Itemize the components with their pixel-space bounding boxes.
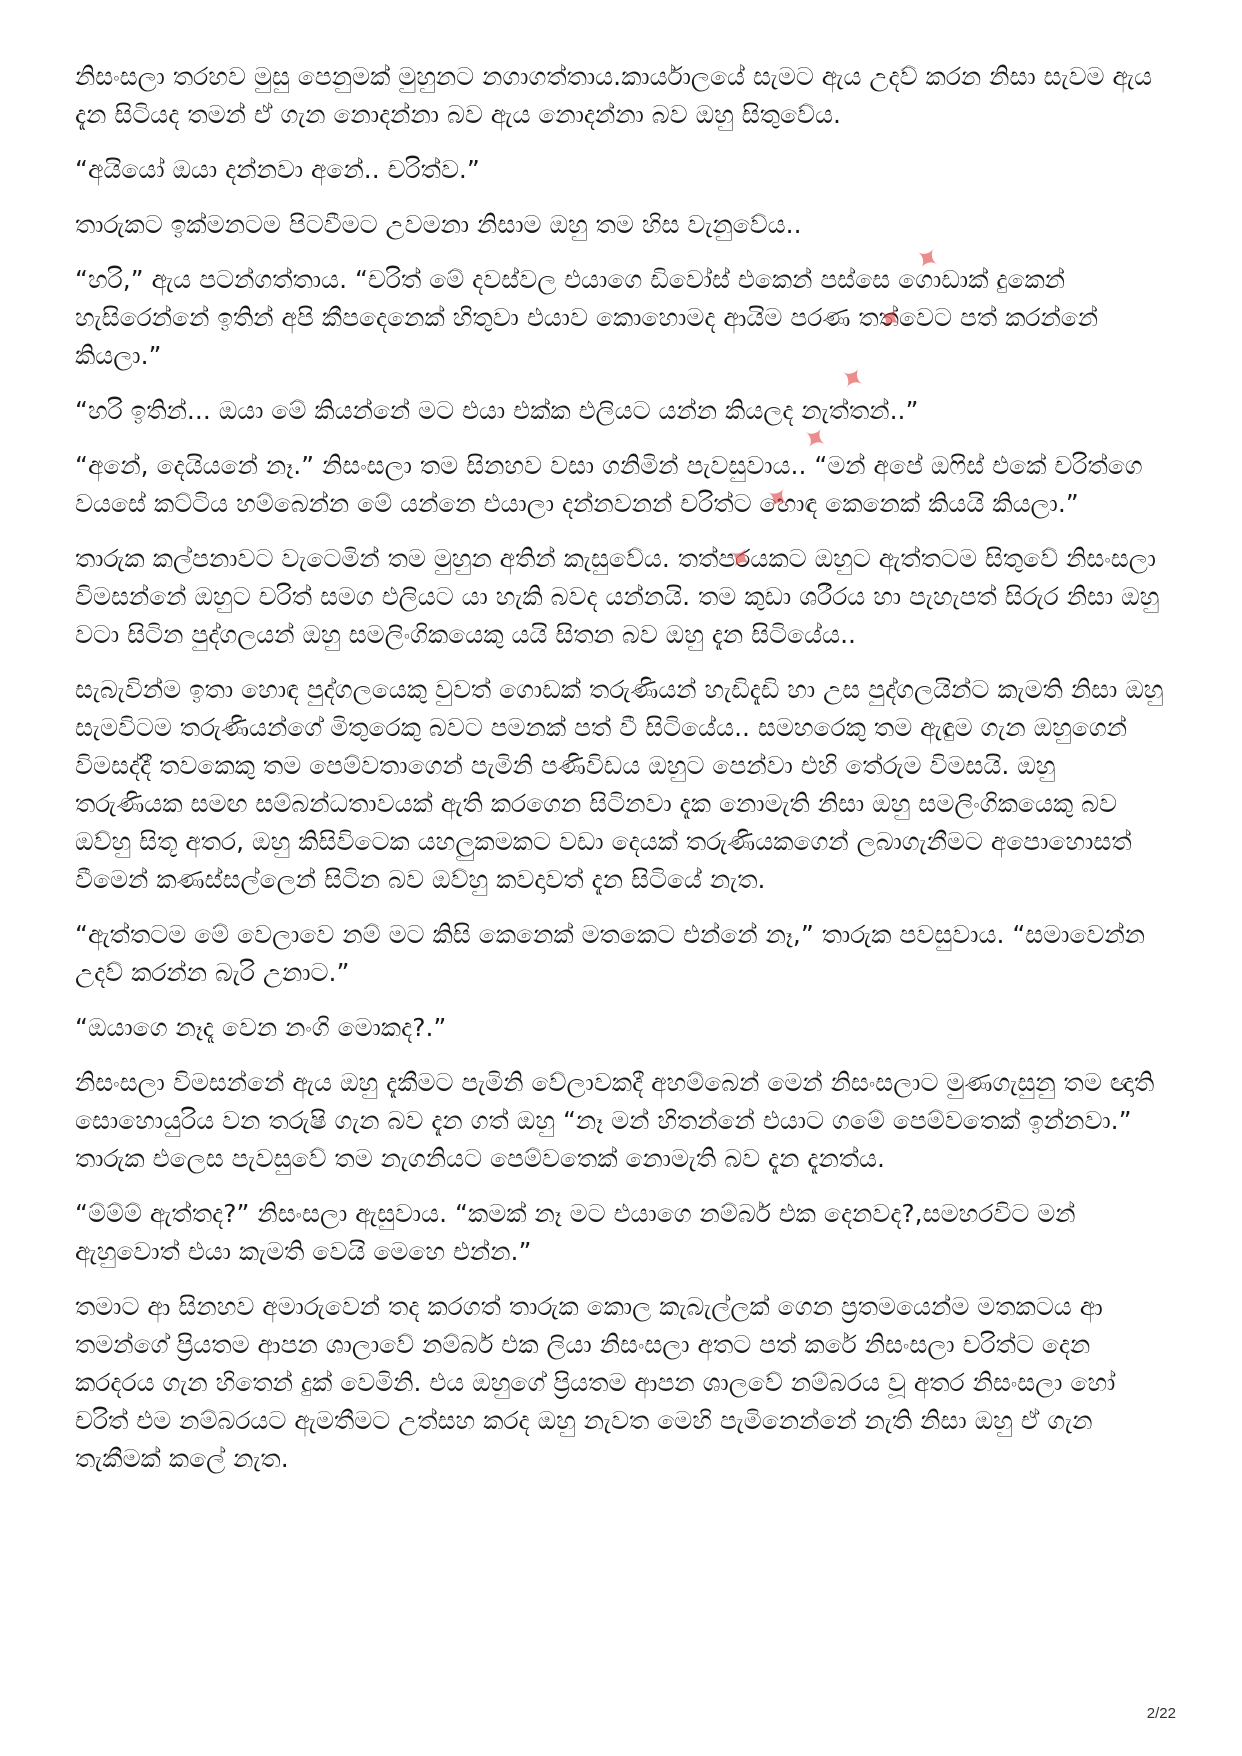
paragraph: “ඔයාගෙ නෑදෑ වෙන නංගි මොකද?.”	[75, 1013, 447, 1042]
paragraph: “අයියෝ ඔයා දන්නවා අනේ.. චරිත්ව.”	[75, 155, 480, 184]
paragraph: “හරි ඉතින්... ඔයා මේ කියන්නේ මට එයා එක්ක එලියට යන්න කියලද නැත්තන්..”	[75, 396, 919, 425]
paragraph: “ම්ම්ම් ඇත්තද?” නිසංසලා ඇසුවාය. “කමක් නෑ මට එයාගෙ නම්බර් එක දෙනවද?,සමහරවිට මන් ඇහුවොත් එයා කැමති වෙයි මෙහෙ එන්න.”	[75, 1199, 1076, 1266]
paragraph: සැබැවින්ම ඉතා හොඳ පුද්ගලයෙකු වුවත් ගොඩක් තරුණියන් හැඩිදැඩි හා උස පුද්ගලයින්ට කැමති නිසා ඔහු සැමවිටම තරුණියන්ගේ මිතුරෙකු බවට පමනක් පත් වී සිටියේය.. සමහරෙකු තම ඇඳුම ගැන ඔහුගෙන් විමසද්දී තවකෙකු තම පෙම්වතාගෙන් පැමිනි පණිවිඩය ඔහුට පෙන්වා එහි තේරුම විමසයි. ඔහු තරුණියක සමඟ සම්බන්ධතාවයක් ඇති කරගෙන සිටිනවා දැක නොමැති නිසා ඔහු සමලිංගිකයෙකු බව ඔව්හු සිතූ අතර, ඔහු කිසිවිටෙක යහලුකමකට වඩා දෙයක් තරුණියකගෙන් ලබාගැනීමට අපොහොසත් වීමෙන් කණස්සල්ලෙන් සිටින බව ඔව්හු කවදාවත් දැන සිටියේ නැත.	[75, 675, 1164, 894]
watermark-overlay: ✦ ✦ ✦ ✦ ✦ ✦	[720, 223, 960, 579]
paragraph: තාරුකට ඉක්මනටම පිටවීමට උවමනා නිසාම ඔහු තම හිස වැනුවේය..	[75, 210, 802, 239]
document-body	[75, 58, 1165, 1495]
paragraph: තාරුක කල්පනාවට වැටෙමින් තම මුහුන අතින් කැසුවේය. තත්පරයකට ඔහුට ඇත්තටම සිතුවේ නිසංසලා විමසන්නේ ඔහුට චරිත් සමග එලියට යා හැකි බවද යන්නයි. තම කුඩා ශරීරය හා පැහැපත් සිරුර නිසා ඔහු වටා සිටින පුද්ගලයන් ඔහු සමලිංගිකයෙකු යයි සිතන බව ඔහු දැන සිටියේය..	[75, 544, 1160, 649]
paragraph: නිසංසලා විමසන්නේ ඇය ඔහු දැකීමට පැමිනි වේලාවකදී අහම්බෙන් මෙන් නිසංසලාට මුණගැසුනු තම ඥාති සොහොයුරිය වන තරුෂි ගැන බව දැන ගත් ඔහු “නෑ මන් හිතන්නේ එයාට ගමේ පෙම්වතෙක් ඉන්නවා.” තාරුක එලෙස පැවසුවේ තම නැගනියට පෙම්වතෙක් නොමැති බව දැන දැනත්ය.	[75, 1068, 1155, 1173]
paragraph: “හරි,” ඇය පටන්ගත්තාය. “චරිත් මේ දවස්වල එයාගෙ ඩිවෝස් එකෙන් පස්සෙ ගොඩාක් දුකෙන් හැසිරෙන්නේ ඉතින් අපි කීපදෙනෙක් හිතුවා එයාව කොහොමද ආයිම පරණ තත්වෙට පත් කරන්නේ කියලා.”	[75, 265, 1099, 370]
page-number: 2/22	[1146, 1705, 1176, 1722]
paragraph: “අනේ, දෙයියනේ නෑ.” නිසංසලා තම සිනහව වසා ගනිමින් පැවසුවාය.. “මන් අපේ ඔෆිස් එකේ චරිත්ගෙ වයසේ කට්ටිය හම්බෙන්න මේ යන්නෙ එයාලා දන්නවනන් චරිත්ට හොඳ කෙනෙක් කියයි කියලා.”	[75, 451, 1143, 518]
paragraph: “ඇත්තටම මේ වෙලාවෙ නම් මට කිසි කෙනෙක් මතකෙට එන්නේ නෑ,” තාරුක පවසුවාය. “සමාවෙන්න උදව් කරන්න බැරි උනාට.”	[75, 920, 1146, 987]
paragraph: නිසංසලා තරහව මුසු පෙනුමක් මුහුනට නගාගත්තාය.කාර්යාලයේ සැමට ඇය උදව් කරන නිසා සැවම ඇය දැන සිටියද තමන් ඒ ගැන නොදන්නා බව ඇය නොදන්නා බව ඔහු සිතුවේය.	[75, 62, 1153, 129]
paragraph: තමාට ආ සිනහව අමාරුවෙන් තද කරගත් තාරුක කොල කැබැල්ලක් ගෙන ප්‍රතමයෙන්ම මතකටය ආ තමන්ගේ ප්‍රියතම ආපන ශාලාවේ නම්බර් එක ලියා නිසංසලා අතට පත් කරේ නිසංසලා චරිත්ට දෙන කරදරය ගැන හිතෙන් දුක් වෙමිනි. එය ඔහුගේ ප්‍රියතම ආපන ශාලවේ නම්බරය වූ අතර නිසංසලා හෝ චරිත් එම නම්බරයට ඇමතීමට උත්සහ කරද ඔහු නැවත මෙහි පැමිනෙන්නේ නැති නිසා ඔහු ඒ ගැන තැකීමක් කලේ නැත.	[75, 1292, 1116, 1473]
